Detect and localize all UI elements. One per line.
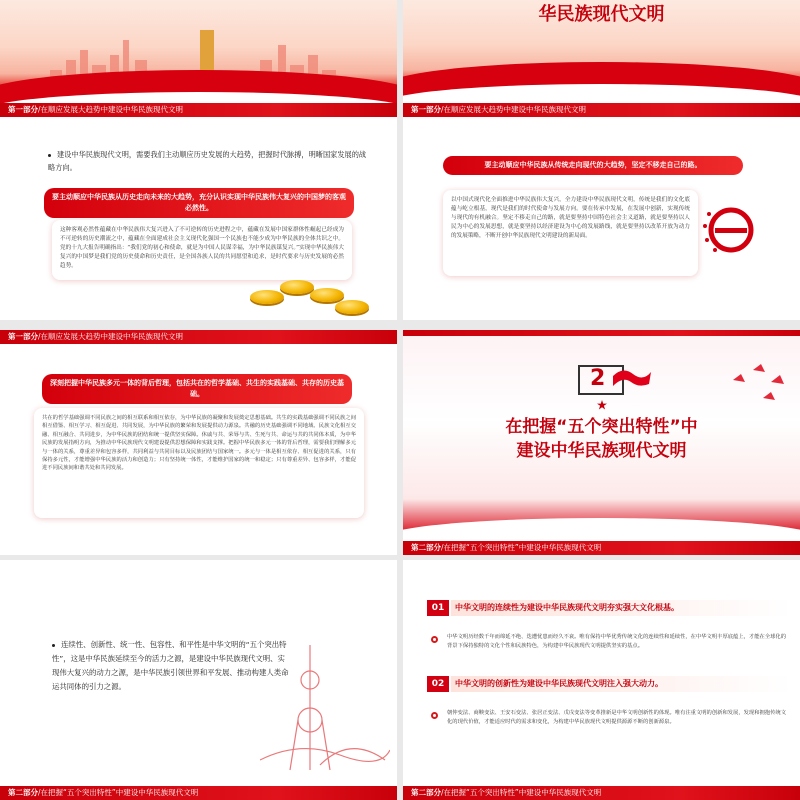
item-title: 中华文明的连续性为建设中华民族现代文明夯实强大文化根基。: [451, 600, 792, 616]
bullet-paragraph: [48, 148, 368, 174]
coin-icon: [280, 280, 314, 294]
bullet-paragraph: [52, 638, 292, 694]
bar-sep: /: [38, 332, 41, 341]
highlight-box: 要主动顺应中华民族从历史走向未来的大趋势，充分认识实现中华民族伟大复兴的中国梦的客观必然性。: [44, 188, 354, 218]
tower-illustration-icon: [260, 640, 390, 780]
section-bar: [0, 786, 397, 800]
bullet-dot: [52, 644, 55, 647]
slide-title-line1: 在把握“五个突出特性”中: [505, 417, 698, 437]
bar-part: 第二部分: [411, 543, 441, 552]
bar-text: 在把握“五个突出特性”中建设中华民族现代文明: [40, 788, 199, 797]
section-bar: [403, 541, 800, 555]
item-text: 朝仲变法、商鞅变法、王安石变法、张居正变法、戊戌变法等变革推新是中华文明创新性的体现。唯有注重文明的创新和发展，发现和拥抱传统文化的现代价值，才能适应时代的需求和变化，为构建中华民族现代文明提供源源不断的创新源泉。: [447, 710, 787, 725]
bar-text: 在顺应发展大趋势中建设中华民族现代文明: [443, 105, 587, 114]
content-box: 以中国式现代化全面推进中华民族伟大复兴，全力建设中华民族现代文明，传统是我们的文化底蕴与屹立根基，现代是我们的时代使命与发展方向。要在传承中发展，在发展中创新，实现传统与现代的有机融合。坚定不移走自己的路，就是要坚持中国特色社会主义道路，就是要坚持以人民为中心的发展思想，就是要坚持以经济建设为中心的发展路线，就是要坚持以改革开放为动力的发展策略，不断开创中华民族现代文明建设的新局面。: [443, 190, 698, 276]
section-bar: [0, 330, 397, 344]
bullet-ring-icon: [431, 636, 438, 643]
item-number-badge: 01: [427, 600, 449, 616]
coin-icon: [250, 290, 284, 304]
top-bar: [403, 330, 800, 336]
bullet-dot: [48, 154, 51, 157]
gold-coins: [250, 270, 370, 320]
slide-5[interactable]: [0, 330, 397, 555]
section-bar: [403, 103, 800, 117]
star-icon: [597, 400, 607, 410]
content-box: 共在的哲学基础强调不同民族之间的相互联系和相互依存，为中华民族的凝聚和发展奠定思想基础。共生的实践基础强调不同民族之间相互借鉴、相互学习、相互促进、共同发展，为中华民族的繁荣和发展提供动力源泉。共融的历史基础强调不同地域、民族文化相互交融、相互融合、共同进步，为中华民族的团结和统一提供坚实保障。休戚与共、荣辱与共、生死与共、命运与共的共同体本质，为中华民族的发展指明方向，为推动中华民族现代文明建设提供思想保障和实践支撑。把握中华民族多元一体的背后哲理，需要我们理解多元与一体的关系，尊重差异和包容多样，共同利益与共同目标以及民族团结与国家统一。多元与一体是相互依存、相互促进的关系，只有保持多元性，才能增强中华民族的活力和创造力；只有坚持统一体性，才能维护国家的统一和稳定；只有尊重差异、包容多样，才能促进不同民族间和谐共处和共同发展。: [34, 408, 364, 518]
bar-text: 在顺应发展大趋势中建设中华民族现代文明: [40, 105, 184, 114]
bar-sep: /: [441, 105, 444, 114]
bar-sep: /: [441, 543, 444, 552]
bar-part: 第一部分: [411, 105, 441, 114]
bar-text: 在把握“五个突出特性”中建设中华民族现代文明: [443, 788, 602, 797]
bar-part: 第一部分: [8, 105, 38, 114]
item-title: 中华文明的创新性为建设中华民族现代文明注入强大动力。: [451, 676, 792, 692]
bar-sep: /: [38, 788, 41, 797]
content-box: 这种客观必然性蕴藏在中华民族伟大复兴进入了不可逆转的历史进程之中，蕴藏在发展中国家群体性崛起已经成为不可逆转的历史潮流之中，蕴藏在全面建成社会主义现代化强国一个民族也不能少成为中华民族的全体共识之中。党的十九大报告明确指出：“我们党的初心和使命，就是为中国人民谋幸福，为中华民族谋复兴。”实现中华民族伟大复兴的中国梦是我们党的历史使命和历史责任，是全国各族人民的共同愿望和追求，是时代要求与历史发展的必然趋势。: [52, 220, 352, 280]
bar-part: 第一部分: [8, 332, 38, 341]
flag-icon: [611, 366, 651, 388]
slide-4[interactable]: [403, 120, 800, 320]
bar-text: 在顺应发展大趋势中建设中华民族现代文明: [40, 332, 184, 341]
slide-6[interactable]: [403, 330, 800, 555]
section-bar: [0, 103, 397, 117]
slide-3[interactable]: [0, 120, 397, 320]
slide-title: 华民族现代文明: [538, 4, 665, 25]
bar-sep: /: [441, 788, 444, 797]
slide-title-line2: 建设中华民族现代文明: [516, 441, 687, 461]
bullet-text: 建设中华民族现代文明，需要我们主动顺应历史发展的大趋势，把握时代脉搏，明晰国家发展的战略方向。: [48, 150, 367, 172]
highlight-box: 深刻把握中华民族多元一体的背后哲理，包括共在的哲学基础、共生的实践基础、共存的历史基础。: [42, 374, 352, 404]
e-globe-icon: [701, 200, 761, 260]
slide-7[interactable]: [0, 560, 397, 800]
coin-icon: [310, 288, 344, 302]
coin-icon: [335, 300, 369, 314]
section-bar: [403, 786, 800, 800]
bullet-ring-icon: [431, 712, 438, 719]
item-number-badge: 02: [427, 676, 449, 692]
bullet-text: 连续性、创新性、统一性、包容性、和平性是中华文明的“五个突出特性”，这是中华民族延续至今的活力之源，是建设中华民族现代文明、实现伟大复兴的动力之源，是中华民族引领世界和平发展、推动构建人类命运共同体的引力之源。: [52, 640, 289, 691]
highlight-box: 要主动顺应中华民族从传统走向现代的大趋势，坚定不移走自己的路。: [443, 156, 743, 175]
slide-8[interactable]: [403, 560, 800, 800]
doves-icon: [723, 360, 793, 410]
bar-part: 第二部分: [411, 788, 441, 797]
item-text: 中华文明历经数千年而绵延不绝、迭遭忧患而经久不衰。唯有保持中华优秀传统文化的连续性和延续性，在中华文明丰厚底蕴上，才能在全球化的背景下保持独特的文化个性和民族特色，为构建中华民族现代文明提供坚实的基点。: [447, 634, 787, 649]
bar-sep: /: [38, 105, 41, 114]
bar-part: 第二部分: [8, 788, 38, 797]
part-number: 2: [590, 366, 606, 391]
bar-text: 在把握“五个突出特性”中建设中华民族现代文明: [443, 543, 602, 552]
